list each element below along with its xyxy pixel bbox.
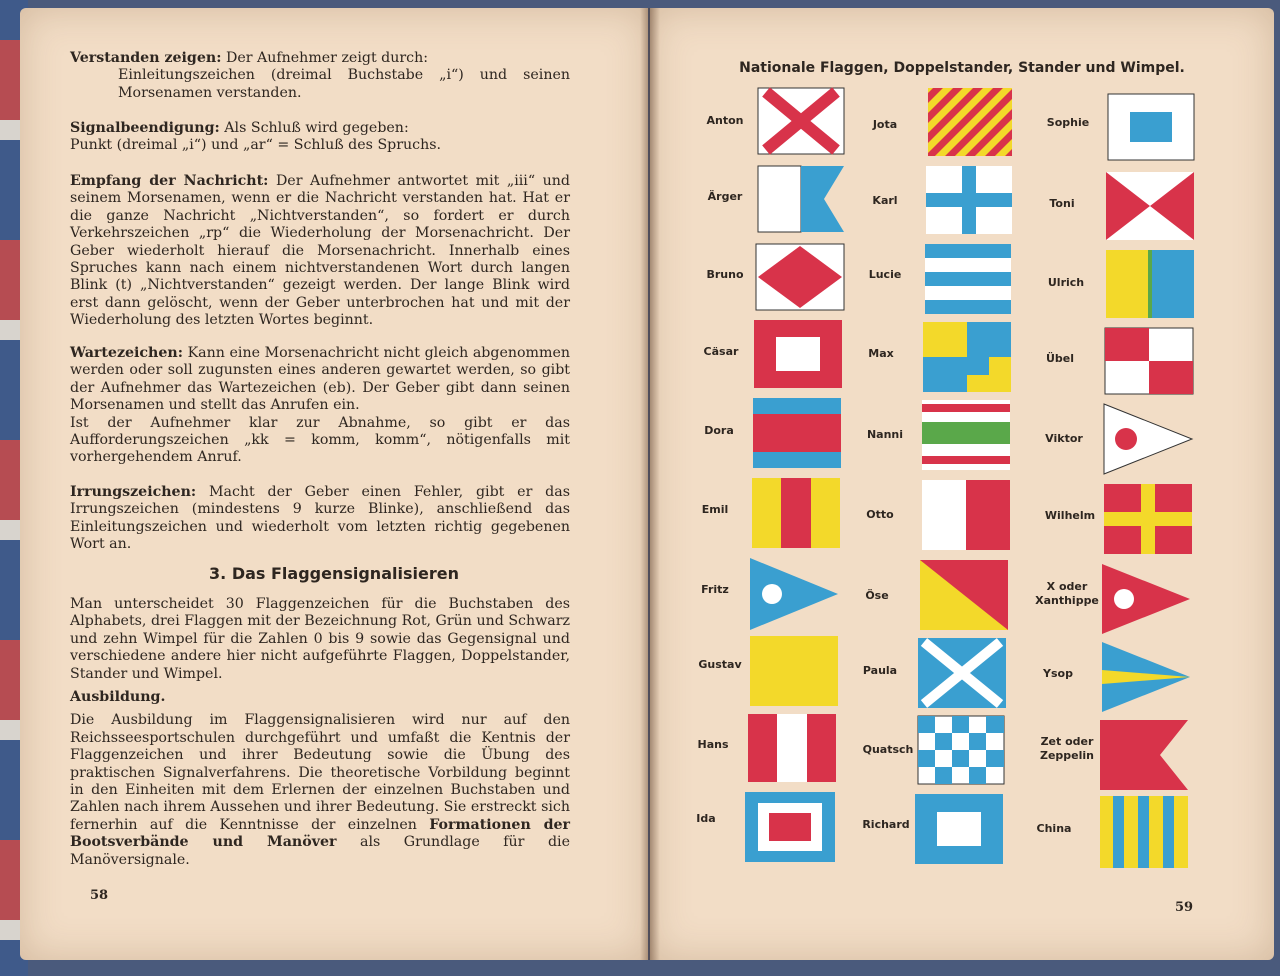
irrung-text: Macht der Geber einen Fehler, gibt er das Irrungszeichen (mindestens 9 kurze Blinke), anschließend das Einleitungszeichen und wiederholt vom letzten richtig gegebenen Wort an. bbox=[70, 484, 570, 553]
signalbeendigung-text1: Als Schluß wird gegeben: bbox=[224, 120, 409, 136]
flag-fritz bbox=[750, 558, 838, 630]
empfang-text: Der Aufnehmer antwortet mit „iii“ und seinem Morsenamen, wenn er die Nachricht verstanden hat. Hat er die ganze Nachricht „Nichtverstanden“, so fordert er durch Verkehrszeichen „rp“ die Wiederholung der Morsenachricht. Der Geber wiederholt hierauf die Morsenachricht. Innerhalb eines Spruches kann nach einem nichtverstandenen Wort durch langen Blink (t) „Nichtverstanden“ gezeigt werden. Der lange Blink wird erst dann gelöscht, wenn der Geber unterbrochen hat und mit der Wiederholung des letzten Wortes beginnt. bbox=[70, 173, 570, 329]
label-viktor: Viktor bbox=[1045, 432, 1083, 445]
section-intro bbox=[70, 596, 570, 869]
irrung-heading: Irrungszeichen: bbox=[70, 484, 197, 500]
flag-karl bbox=[926, 166, 1012, 234]
flag-max bbox=[923, 322, 1011, 392]
label-caesar: Cäsar bbox=[703, 345, 739, 358]
ausbildung-text: Die Ausbildung im Flaggensignalisieren wird nur auf den Reichsseesportschulen durchgeführt und umfaßt die Kentnis der Flaggenzeichen und ihrer Bedeutung sowie die Übung des praktischen Signalverfahrens. Die theoretische Vorbildung beginnt in den Einheiten mit dem Erlernen der einzelnen Buchstaben und Zahlen nach ihrem Aussehen und ihrer Bedeutung. Sie erstreckt sich fernerhin auf die Kenntnisse der einzelnen bbox=[70, 712, 570, 833]
label-lucie: Lucie bbox=[868, 268, 902, 281]
flag-richard bbox=[915, 794, 1003, 864]
wartezeichen-heading: Wartezeichen: bbox=[70, 345, 183, 361]
label-aerger: Ärger bbox=[707, 190, 743, 203]
page-number-right: 59 bbox=[1175, 900, 1194, 915]
book-gutter bbox=[640, 8, 660, 960]
label-dora: Dora bbox=[704, 424, 734, 437]
empfang-heading: Empfang der Nachricht: bbox=[70, 173, 269, 189]
label-zet-line1: Zet oder bbox=[1040, 735, 1094, 748]
label-china: China bbox=[1036, 822, 1072, 835]
section-text: Man unterscheidet 30 Flaggenzeichen für die Buchstaben des Alphabets, drei Flaggen mit der Bezeichnung Rot, Grün und Schwarz und zehn Wimpel für die Zahlen 0 bis 9 sowie das Gegensignal und verschiedene andere hier nicht aufgeführte Flaggen, Doppelstander, Stander und Wimpel. bbox=[70, 596, 570, 682]
label-max: Max bbox=[868, 347, 894, 360]
label-toni: Toni bbox=[1049, 197, 1075, 210]
verstanden-intro: Der Aufnehmer zeigt durch: bbox=[225, 50, 429, 66]
flag-aerger bbox=[758, 166, 844, 232]
flag-paula bbox=[918, 638, 1006, 708]
flag-emil bbox=[752, 478, 840, 548]
signalbeendigung-block bbox=[70, 120, 570, 155]
flag-wilhelm bbox=[1104, 484, 1192, 554]
label-fritz: Fritz bbox=[701, 583, 729, 596]
flag-uebel bbox=[1105, 328, 1193, 394]
flag-bruno bbox=[756, 244, 844, 310]
label-zet bbox=[1034, 735, 1100, 763]
empfang-block bbox=[70, 173, 570, 330]
wartezeichen-text: Kann eine Morsenachricht nicht gleich abgenommen werden oder soll zugunsten eines anderen gewartet werden, so gibt der Aufnehmer das Wartezeichen (eb). Der Geber gibt dann seinen Morsenamen und stellt das Anrufen ein. bbox=[70, 345, 570, 414]
label-otto: Otto bbox=[866, 508, 894, 521]
ausbildung-heading: Ausbildung. bbox=[70, 689, 166, 706]
label-uebel: Übel bbox=[1045, 352, 1075, 365]
flag-oese bbox=[920, 560, 1008, 630]
verstanden-detail: Einleitungszeichen (dreimal Buchstabe „i“) und seinen Morsenamen verstanden. bbox=[118, 67, 570, 101]
verstanden-heading: Verstanden zeigen: bbox=[70, 50, 222, 66]
irrung-block bbox=[70, 484, 570, 554]
flags-title: Nationale Flaggen, Doppelstander, Stander und Wimpel. bbox=[739, 60, 1185, 76]
label-zet-line2: Zeppelin bbox=[1039, 749, 1095, 762]
flag-china bbox=[1100, 796, 1188, 868]
flag-viktor bbox=[1104, 404, 1192, 474]
label-x-line1: X oder bbox=[1046, 580, 1088, 593]
label-x-line2: Xanthippe bbox=[1035, 594, 1099, 607]
flag-ulrich bbox=[1106, 250, 1194, 318]
label-paula: Paula bbox=[862, 664, 898, 677]
signalbeendigung-heading: Signalbeendigung: bbox=[70, 120, 220, 136]
flag-caesar bbox=[754, 320, 842, 388]
flag-anton bbox=[758, 88, 844, 154]
label-x bbox=[1034, 580, 1100, 608]
signalbeendigung-text2: Punkt (dreimal „i“) und „ar“ = Schluß des Spruchs. bbox=[70, 137, 442, 154]
flag-dora bbox=[753, 398, 841, 468]
label-gustav: Gustav bbox=[698, 658, 742, 671]
flag-hans bbox=[748, 714, 836, 782]
label-anton: Anton bbox=[706, 114, 744, 127]
label-sophie: Sophie bbox=[1046, 116, 1090, 129]
label-nanni: Nanni bbox=[866, 428, 904, 441]
flag-otto bbox=[922, 480, 1010, 550]
label-jota: Jota bbox=[872, 118, 898, 131]
label-bruno: Bruno bbox=[706, 268, 744, 281]
wartezeichen-block bbox=[70, 345, 570, 467]
wartezeichen-text2: Ist der Aufnehmer klar zur Abnahme, so gibt er das Aufforderungszeichen „kk = komm, komm“, nötigenfalls mit vorhergehendem Anruf. bbox=[70, 414, 570, 466]
flag-jota bbox=[928, 88, 1012, 156]
flag-sophie bbox=[1108, 94, 1194, 160]
label-karl: Karl bbox=[872, 194, 898, 207]
flag-x-xanthippe bbox=[1102, 564, 1190, 634]
section-title: 3. Das Flaggensignalisieren bbox=[209, 564, 459, 583]
label-ulrich: Ulrich bbox=[1047, 276, 1085, 289]
label-wilhelm: Wilhelm bbox=[1044, 509, 1096, 522]
page-number-left: 58 bbox=[90, 888, 109, 903]
flag-lucie bbox=[925, 244, 1011, 314]
flag-quatsch bbox=[918, 716, 1004, 784]
label-oese: Öse bbox=[865, 589, 889, 602]
flag-zet-zeppelin bbox=[1100, 720, 1188, 790]
ausbildung-end: als Grundlage für die Manöversignale. bbox=[70, 834, 570, 868]
label-ida: Ida bbox=[696, 812, 716, 825]
flag-gustav bbox=[750, 636, 838, 706]
flag-ysop bbox=[1102, 642, 1190, 712]
label-ysop: Ysop bbox=[1043, 667, 1073, 680]
verstanden-block bbox=[70, 50, 570, 102]
label-emil: Emil bbox=[701, 503, 729, 516]
flag-nanni bbox=[922, 400, 1010, 470]
label-richard: Richard bbox=[862, 818, 910, 831]
flag-ida bbox=[745, 792, 835, 862]
ausbildung-bold: Formationen der Bootsverbände und Manöver bbox=[70, 816, 570, 851]
label-hans: Hans bbox=[697, 738, 729, 751]
flag-toni bbox=[1106, 172, 1194, 240]
label-quatsch: Quatsch bbox=[862, 743, 914, 756]
